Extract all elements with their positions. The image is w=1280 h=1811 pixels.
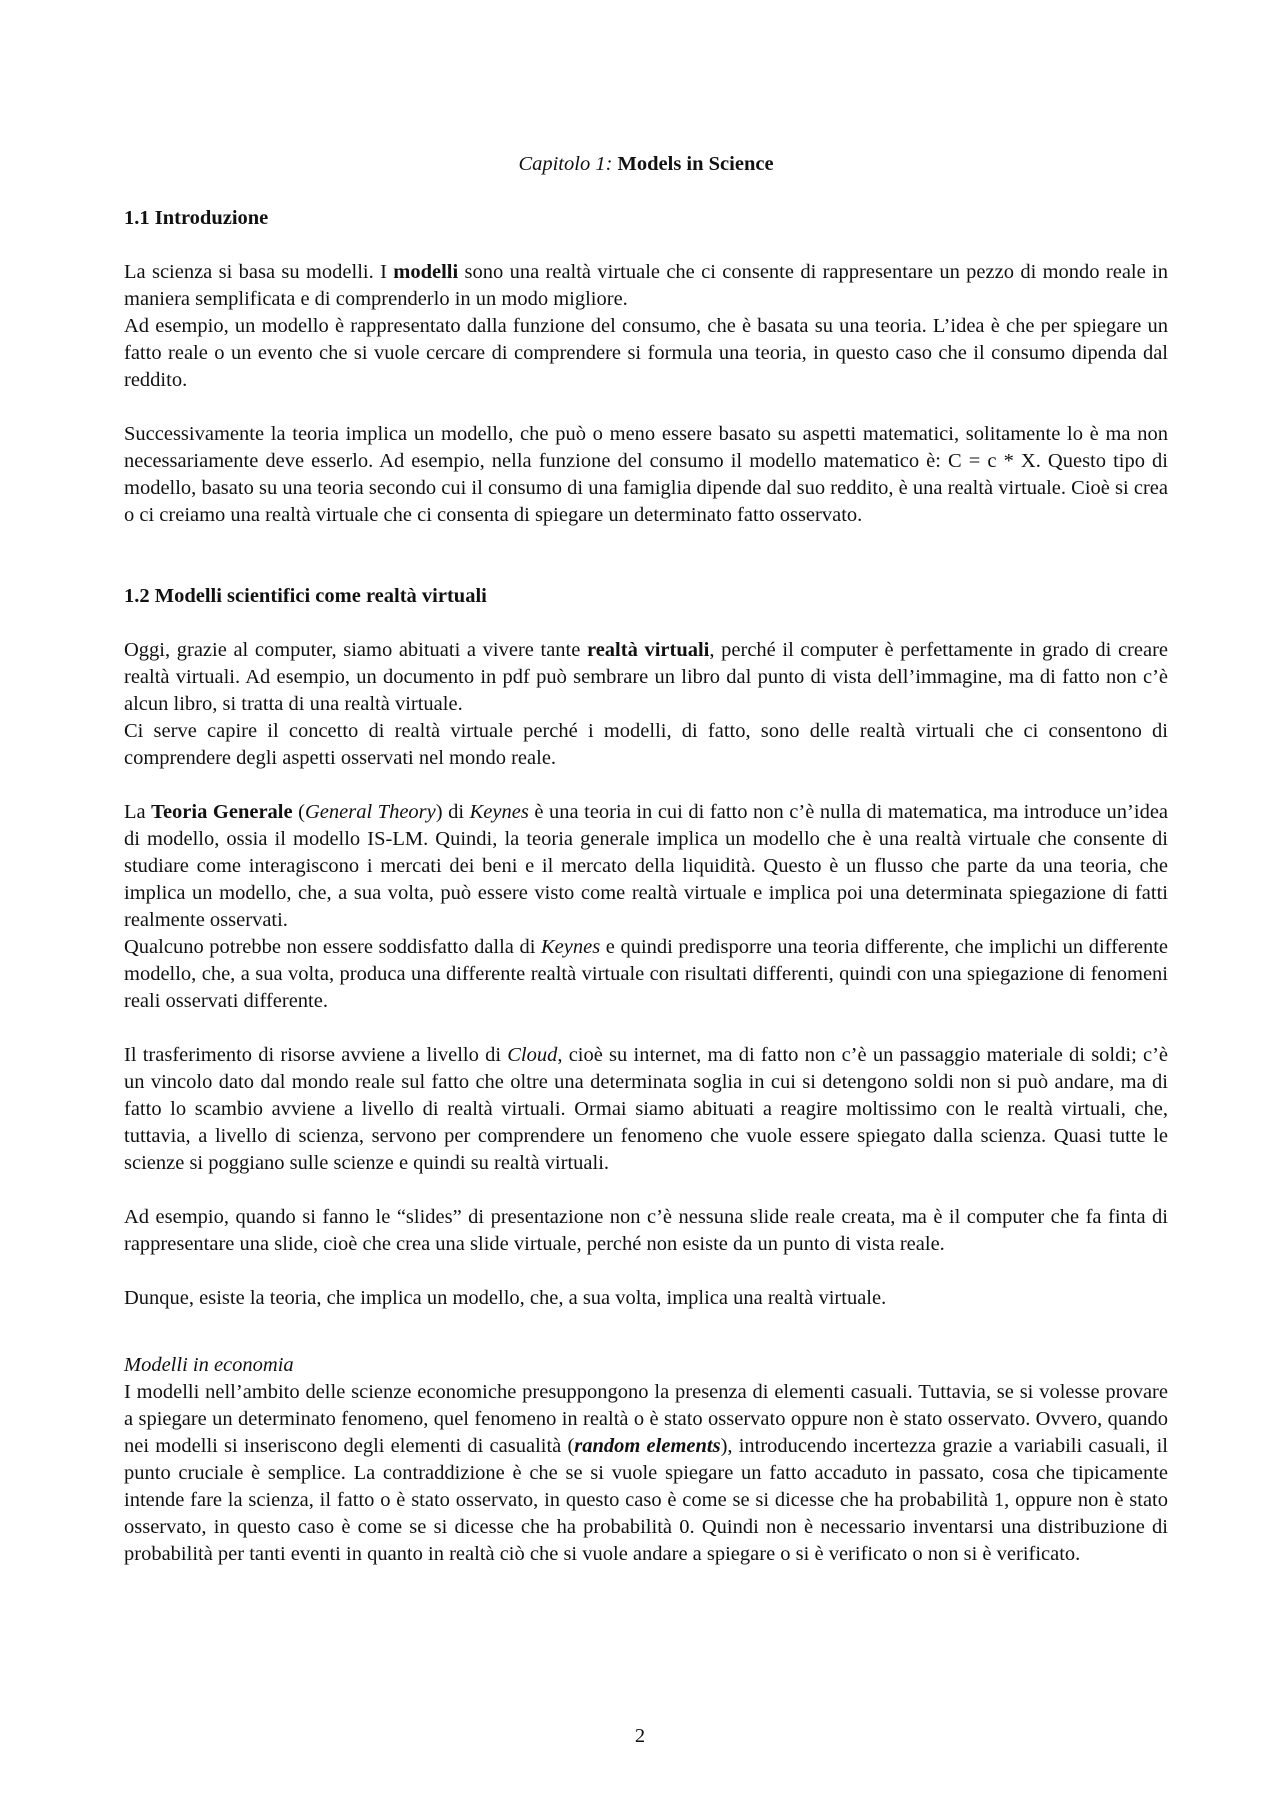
text-run: I modelli nell’ambito delle scienze economiche presuppongono la presenza di elementi casuali. Tuttavia, se si volesse provare a spiegare un determinato fenomeno, quel fenomeno in realtà o è stato osservato oppure non è stato osservato. Ovvero, quando nei modelli si inseriscono degli elementi di casualità ( bbox=[124, 1381, 1168, 1457]
text-run: , perché il computer è perfettamente in grado di creare realtà virtuali. Ad esempio, un documento in pdf può sembrare un libro dal punto di vista dell’immagine, ma di fatto non c’è alcun libro, si tratta di una realtà virtuale. bbox=[124, 639, 1169, 715]
chapter-name: Models in Science bbox=[617, 153, 774, 175]
paragraph: Dunque, esiste la teoria, che implica un modello, che, a sua volta, implica una realtà virtuale. bbox=[124, 1287, 887, 1309]
chapter-label: Capitolo 1: bbox=[518, 153, 613, 175]
text-run: ), introducendo incertezza grazie a variabili casuali, il punto cruciale è semplice. La contraddizione è che se si vuole spiegare un fatto accaduto in passato, cosa che tipicamente intende fare la scienza, il fatto o è stato osservato, in questo caso è come se si dicesse che ha probabilità 1, oppure non è stato osservato, in questo caso è come se si dicesse che ha probabilità 0. Quindi non è necessario inventarsi una distribuzione di probabilità per tanti eventi in quanto in realtà ciò che si vuole andare a spiegare o si è verificato o non si è verificato. bbox=[124, 1435, 1168, 1565]
text-run: Qualcuno potrebbe non essere soddisfatto dalla di bbox=[124, 936, 541, 958]
text-run: , cioè su internet, ma di fatto non c’è un passaggio materiale di soldi; c’è un vincolo dato dal mondo reale sul fatto che oltre una determinata soglia in cui si detengono soldi non si può andare, ma di fatto lo scambio avviene a livello di realtà virtuali. Ormai siamo abituati a reagire moltissimo con le realtà virtuali, che, tuttavia, a livello di scienza, servono per comprendere un fenomeno che vuole essere spiegato dalla scienza. Quasi tutte le scienze si poggiano sulle scienze e quindi su realtà virtuali. bbox=[124, 1044, 1168, 1174]
text-run: e quindi predisporre una teoria differente, che implichi un differente modello, che, a sua volta, produca una differente realtà virtuale con risultati differenti, quindi con una spiegazione di fenomeni reali osservati differente. bbox=[124, 936, 1169, 1012]
section-heading-introduzione: 1.1 Introduzione bbox=[124, 207, 269, 229]
text-run: sono una realtà virtuale che ci consente di rappresentare un pezzo di mondo reale in maniera semplificata e di comprenderlo in un modo migliore. bbox=[124, 261, 1168, 310]
paragraph bbox=[124, 1042, 1168, 1177]
text-run: Oggi, grazie al computer, siamo abituati a vivere tante bbox=[124, 639, 587, 661]
subsection-heading-modelli-in-economia: Modelli in economia bbox=[124, 1354, 294, 1376]
italic-term-general-theory: General Theory bbox=[304, 801, 436, 823]
spacer bbox=[124, 1015, 1168, 1042]
italic-term-keynes: Keynes bbox=[469, 801, 529, 823]
text-run: Il trasferimento di risorse avviene a livello di bbox=[124, 1044, 508, 1066]
bold-italic-term-random-elements: random elements bbox=[574, 1435, 721, 1457]
paragraph bbox=[124, 799, 1168, 934]
text-run: ( bbox=[292, 801, 305, 823]
italic-term-cloud: Cloud bbox=[507, 1044, 558, 1066]
text-run: ) di bbox=[435, 801, 470, 823]
chapter-title bbox=[124, 151, 1168, 178]
page-number: 2 bbox=[634, 1725, 646, 1747]
text-run: La bbox=[124, 801, 152, 823]
paragraph: Successivamente la teoria implica un modello, che può o meno essere basato su aspetti matematici, solitamente lo è ma non necessariamente deve esserlo. Ad esempio, nella funzione del consumo il modello matematico è: C = c * X. Questo tipo di modello, basato su una teoria secondo cui il consumo di una famiglia dipende dal suo reddito, è una realtà virtuale. Cioè si crea o ci creiamo una realtà virtuale che ci consenta di spiegare un determinato fatto osservato. bbox=[124, 423, 1168, 526]
text-run: è una teoria in cui di fatto non c’è nulla di matematica, ma introduce un’idea di modello, ossia il modello IS-LM. Quindi, la teoria generale implica un modello che è una realtà virtuale che consente di studiare come interagiscono i mercati dei beni e il mercato della liquidità. Questo è un flusso che parte da una teoria, che implica un modello, che, a sua volta, può essere visto come realtà virtuale e implica poi una determinata spiegazione di fatti realmente osservati. bbox=[124, 801, 1169, 931]
paragraph bbox=[124, 1379, 1168, 1568]
paragraph bbox=[124, 259, 1168, 313]
bold-term-realta-virtuali: realtà virtuali bbox=[586, 639, 710, 661]
spacer bbox=[124, 394, 1168, 421]
spacer bbox=[124, 1177, 1168, 1204]
paragraph bbox=[124, 934, 1168, 1015]
bold-term-teoria-generale: Teoria Generale bbox=[151, 801, 293, 823]
spacer bbox=[124, 1312, 1168, 1352]
spacer bbox=[124, 610, 1168, 637]
paragraph: Ad esempio, quando si fanno le “slides” di presentazione non c’è nessuna slide reale creata, ma è il computer che fa finta di rappresentare una slide, cioè che crea una slide virtuale, perché non esiste da un punto di vista reale. bbox=[124, 1206, 1168, 1255]
spacer bbox=[124, 529, 1168, 583]
paragraph: Ci serve capire il concetto di realtà virtuale perché i modelli, di fatto, sono delle realtà virtuali che ci consentono di comprendere degli aspetti osservati nel mondo reale. bbox=[124, 720, 1168, 769]
spacer bbox=[124, 232, 1168, 259]
paragraph bbox=[124, 637, 1168, 718]
spacer bbox=[124, 1258, 1168, 1285]
paragraph: Ad esempio, un modello è rappresentato dalla funzione del consumo, che è basata su una teoria. L’idea è che per spiegare un fatto reale o un evento che si vuole cercare di comprendere si formula una teoria, in questo caso che il consumo dipenda dal reddito. bbox=[124, 315, 1168, 391]
spacer bbox=[124, 772, 1168, 799]
italic-term-keynes: Keynes bbox=[541, 936, 601, 958]
text-run: La scienza si basa su modelli. I bbox=[124, 261, 394, 283]
bold-term-modelli: modelli bbox=[393, 261, 459, 283]
section-heading-modelli-scientifici: 1.2 Modelli scientifici come realtà virtuali bbox=[124, 585, 487, 607]
page-content bbox=[124, 151, 1168, 1568]
